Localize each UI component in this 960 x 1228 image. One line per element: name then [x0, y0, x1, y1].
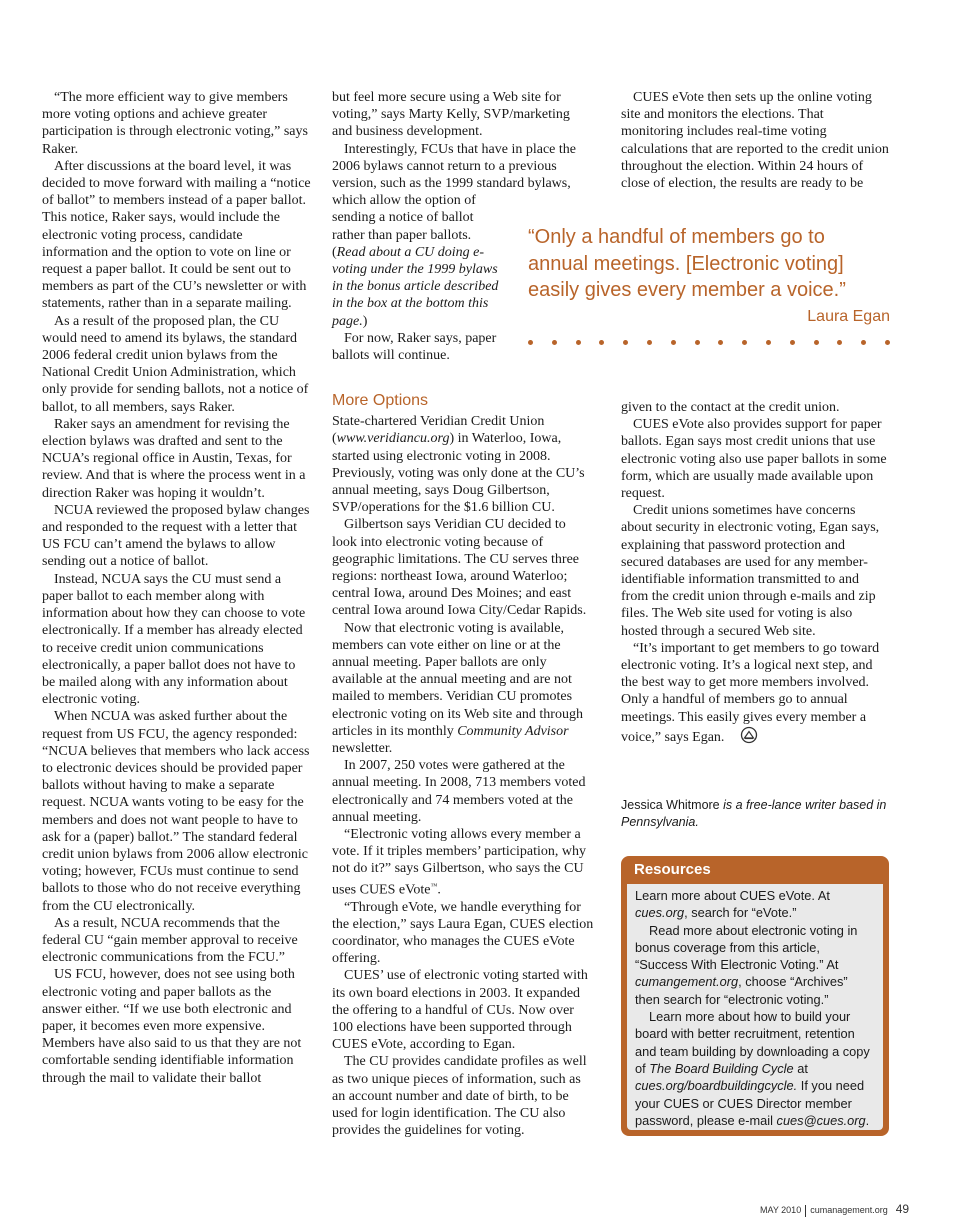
paragraph: Gilbertson says Veridian CU decided to look into electronic voting because of geographic limitations. The CU serves three regions: northeast Iowa, around Waterloo; central Iowa, around Des Moines; and east central Iowa around Iowa City/Cedar Rapids.	[332, 517, 587, 619]
link-cues-org[interactable]: cues.org	[635, 905, 685, 921]
paragraph: “It’s important to get members to go toward electronic voting. It’s a logical next step, and the best way to get more members involved. Only a handful of members go to annual meetings. This easily gives every member a voice,” says Egan.	[621, 640, 889, 749]
veridian-url: www.veridiancu.org	[336, 431, 450, 447]
paragraph: NCUA reviewed the proposed bylaw changes and responded to the request with a letter that US FCU can’t amend the bylaws to allow sending out a notice of ballot.	[42, 502, 310, 570]
paragraph: but feel more secure using a Web site for voting,” says Marty Kelly, SVP/marketing and business development.	[332, 90, 570, 140]
paragraph: given to the contact at the credit union.	[621, 400, 840, 415]
resources-box	[621, 856, 889, 1136]
pull-quote-dot	[742, 340, 747, 345]
pull-quote-author: Laura Egan	[807, 307, 890, 325]
pull-quote-dot	[766, 340, 771, 345]
resources-body	[627, 884, 883, 1130]
board-building-cycle-title: The Board Building Cycle	[649, 1060, 794, 1076]
pull-quote-dot	[671, 340, 676, 345]
footer-site: cumanagement.org	[810, 1205, 888, 1215]
paragraph: For now, Raker says, paper ballots will continue.	[332, 330, 497, 364]
link-boardbuildingcycle[interactable]: cues.org/boardbuildingcycle.	[635, 1078, 798, 1094]
pull-quote	[528, 224, 890, 326]
issue-date: MAY 2010	[760, 1205, 802, 1215]
pull-quote-dot	[814, 340, 819, 345]
resource-paragraph: Read more about electronic voting in bonus coverage from this article, “Success With Electronic Voting.” At cumangement.org, choose “Archives” then search for “electronic voting.”	[635, 922, 858, 1007]
pull-quote-dot	[718, 340, 723, 345]
paragraph: State-chartered Veridian Credit Union (www.veridiancu.org) in Waterloo, Iowa, started using electronic voting in 2008. Previously, voting was only done at the CU’s annual meeting, says Doug Gilbertson, SVP/operations for the $1.6 billion CU.	[332, 414, 585, 516]
paragraph: “The more efficient way to give members more voting options and achieve greater participation is through electronic voting,” says Raker.	[42, 90, 308, 157]
article-column-3-top	[621, 89, 889, 192]
paragraph: CUES eVote also provides support for paper ballots. Egan says most credit unions that use electronic voting also use paper ballots in some form, which are usually made available upon request.	[621, 417, 887, 502]
paragraph: After discussions at the board level, it was decided to move forward with mailing a “notice of ballot” to members instead of a paper ballot. This notice, Raker says, would include the electronic voting process, candidate information and the option to vote on line or request a paper ballot. It could be sent out to members as part of the CU’s newsletter or with statements, rather than in a separate mailing.	[42, 158, 311, 312]
resource-paragraph: Learn more about how to build your board with better recruitment, retention and team building by downloading a copy of The Board Building Cycle at cues.org/boardbuildingcycle. If you need your CUES or CUES Director member password, please e-mail cues@cues.org.	[635, 1009, 870, 1128]
paragraph: Raker says an amendment for revising the election bylaws was drafted and sent to the NCUA’s regional office in Austin, Texas, for review. And that is where the process went in a direction Raker was hoping it wouldn’t.	[42, 416, 306, 501]
paragraph: As a result, NCUA recommends that the federal CU “gain member approval to receive electronic communications from the FCU.”	[42, 915, 298, 966]
paragraph: Credit unions sometimes have concerns about security in electronic voting, Egan says, explaining that password protection and secured databases are used for any member-identifiable information transmitted to and from the credit union through e-mails and zip files. The Web site used for voting is also hosted through a secured Web site.	[621, 503, 880, 639]
paragraph: “Electronic voting allows every member a vote. If it triples members’ participation, why not do it?” says Gilbertson, who says the CU uses CUES eVote™.	[332, 827, 587, 898]
pull-quote-dot	[885, 340, 890, 345]
link-cumangement-org[interactable]: cumangement.org	[635, 974, 739, 990]
pull-quote-dot	[528, 340, 533, 345]
section-subhead: More Options	[332, 392, 429, 409]
email-cues[interactable]: cues@cues.org	[776, 1112, 866, 1128]
pull-quote-dot	[623, 340, 628, 345]
pull-quote-dot	[647, 340, 652, 345]
aside-note: (Read about a CU doing e-voting under the 1999 bylaws in the bonus article described in the box at the bottom this page.)	[332, 244, 499, 329]
paragraph: Interestingly, FCUs that have in place the 2006 bylaws cannot return to a previous version, such as the 1999 standard bylaws,	[332, 141, 576, 192]
pull-quote-text: “Only a handful of members go to annual meetings. [Electronic voting] easily gives every member a voice.”	[528, 226, 846, 301]
article-column-2-section	[332, 392, 594, 1139]
pull-quote-dot	[790, 340, 795, 345]
pull-quote-dot	[552, 340, 557, 345]
pull-quote-dot-rule	[528, 340, 890, 350]
pull-quote-dot	[837, 340, 842, 345]
article-column-1	[42, 89, 312, 1087]
pull-quote-dot	[861, 340, 866, 345]
resource-paragraph: Learn more about CUES eVote. At cues.org, search for “eVote.”	[635, 888, 830, 921]
author-name: Jessica Whitmore	[621, 798, 720, 812]
paragraph: CUES’ use of electronic voting started with its own board elections in 2003. It expanded the offering to a handful of CUs. Now over 100 elections have been supported through CUES eVote, according to Egan.	[332, 968, 588, 1053]
page-footer	[760, 1202, 909, 1217]
paragraph: CUES eVote then sets up the online voting site and monitors the elections. That monitoring includes real-time voting calculations that are reported to the credit union throughout the election. Within 24 hours of close of election, the results are ready to be	[621, 90, 889, 192]
paragraph: US FCU, however, does not see using both electronic voting and paper ballots as the answer either. “If we use both electronic and paper, it becomes even more expensive. Members have also said to us that they are not comfortable sending identifiable information through the mail to validate their ballot	[42, 967, 302, 1086]
paragraph: When NCUA was asked further about the request from US FCU, the agency responded: “NCUA believes that members who lack access to electronic devices should be provided paper ballots without having to make a separate request. NCUA wants voting to be easy for the members and does not want people to have to ask for a (paper) ballot.” The standard federal credit union bylaws from 2006 allow electronic voting; however, FCUs must continue to send ballots to those who do not receive everything from the CU electronically.	[42, 709, 310, 914]
paragraph: In 2007, 250 votes were gathered at the annual meeting. In 2008, 713 members voted electronically and 74 members voted at the annual meeting.	[332, 758, 586, 825]
page-number: 49	[895, 1202, 910, 1216]
paragraph: “Through eVote, we handle everything for the election,” says Laura Egan, CUES election coordinator, who manages the CUES eVote offering.	[332, 899, 594, 967]
paragraph: As a result of the proposed plan, the CU would need to amend its bylaws, the standard 2006 federal credit union bylaws from the National Credit Union Administration, which only provide for sending ballots, not a notice of ballot, to all members, says Raker.	[42, 313, 309, 415]
author-byline	[621, 797, 889, 831]
pull-quote-dot	[599, 340, 604, 345]
pull-quote-dot	[695, 340, 700, 345]
article-column-3-bottom	[621, 399, 889, 749]
paragraph: Instead, NCUA says the CU must send a paper ballot to each member along with information about how they can choose to vote electronically. If a member has already elected to receive credit union communications electronically, a paper ballot does not have to be mailed along with any information about electronic voting.	[42, 571, 306, 708]
bonus-article-note: Read about a CU doing e-voting under the 1999 bylaws in the bonus article described in the box at the bottom this page.	[332, 244, 499, 329]
resources-title: Resources	[634, 861, 711, 878]
paragraph: which allow the option of sending a notice of ballot rather than paper ballots.	[332, 193, 476, 243]
paragraph: Now that electronic voting is available, members can vote either on line or at the annual meeting. Paper ballots are only available at the annual meeting and are not mailed to members. Veridian CU promotes electronic voting on its Web site and through articles in its monthly Community Advisor newsletter.	[332, 620, 583, 757]
trademark-symbol: ™	[430, 881, 438, 890]
paragraph: The CU provides candidate profiles as well as two unique pieces of information, such as an account number and date of birth, to be used for login identification. The CU also provides the guidelines for voting.	[332, 1054, 587, 1139]
newsletter-title: Community Advisor	[457, 723, 569, 739]
pull-quote-dot	[576, 340, 581, 345]
author-description: is a free-lance writer based in Pennsylvania.	[621, 798, 887, 829]
footer-divider	[805, 1205, 806, 1217]
end-of-article-icon	[728, 726, 758, 749]
